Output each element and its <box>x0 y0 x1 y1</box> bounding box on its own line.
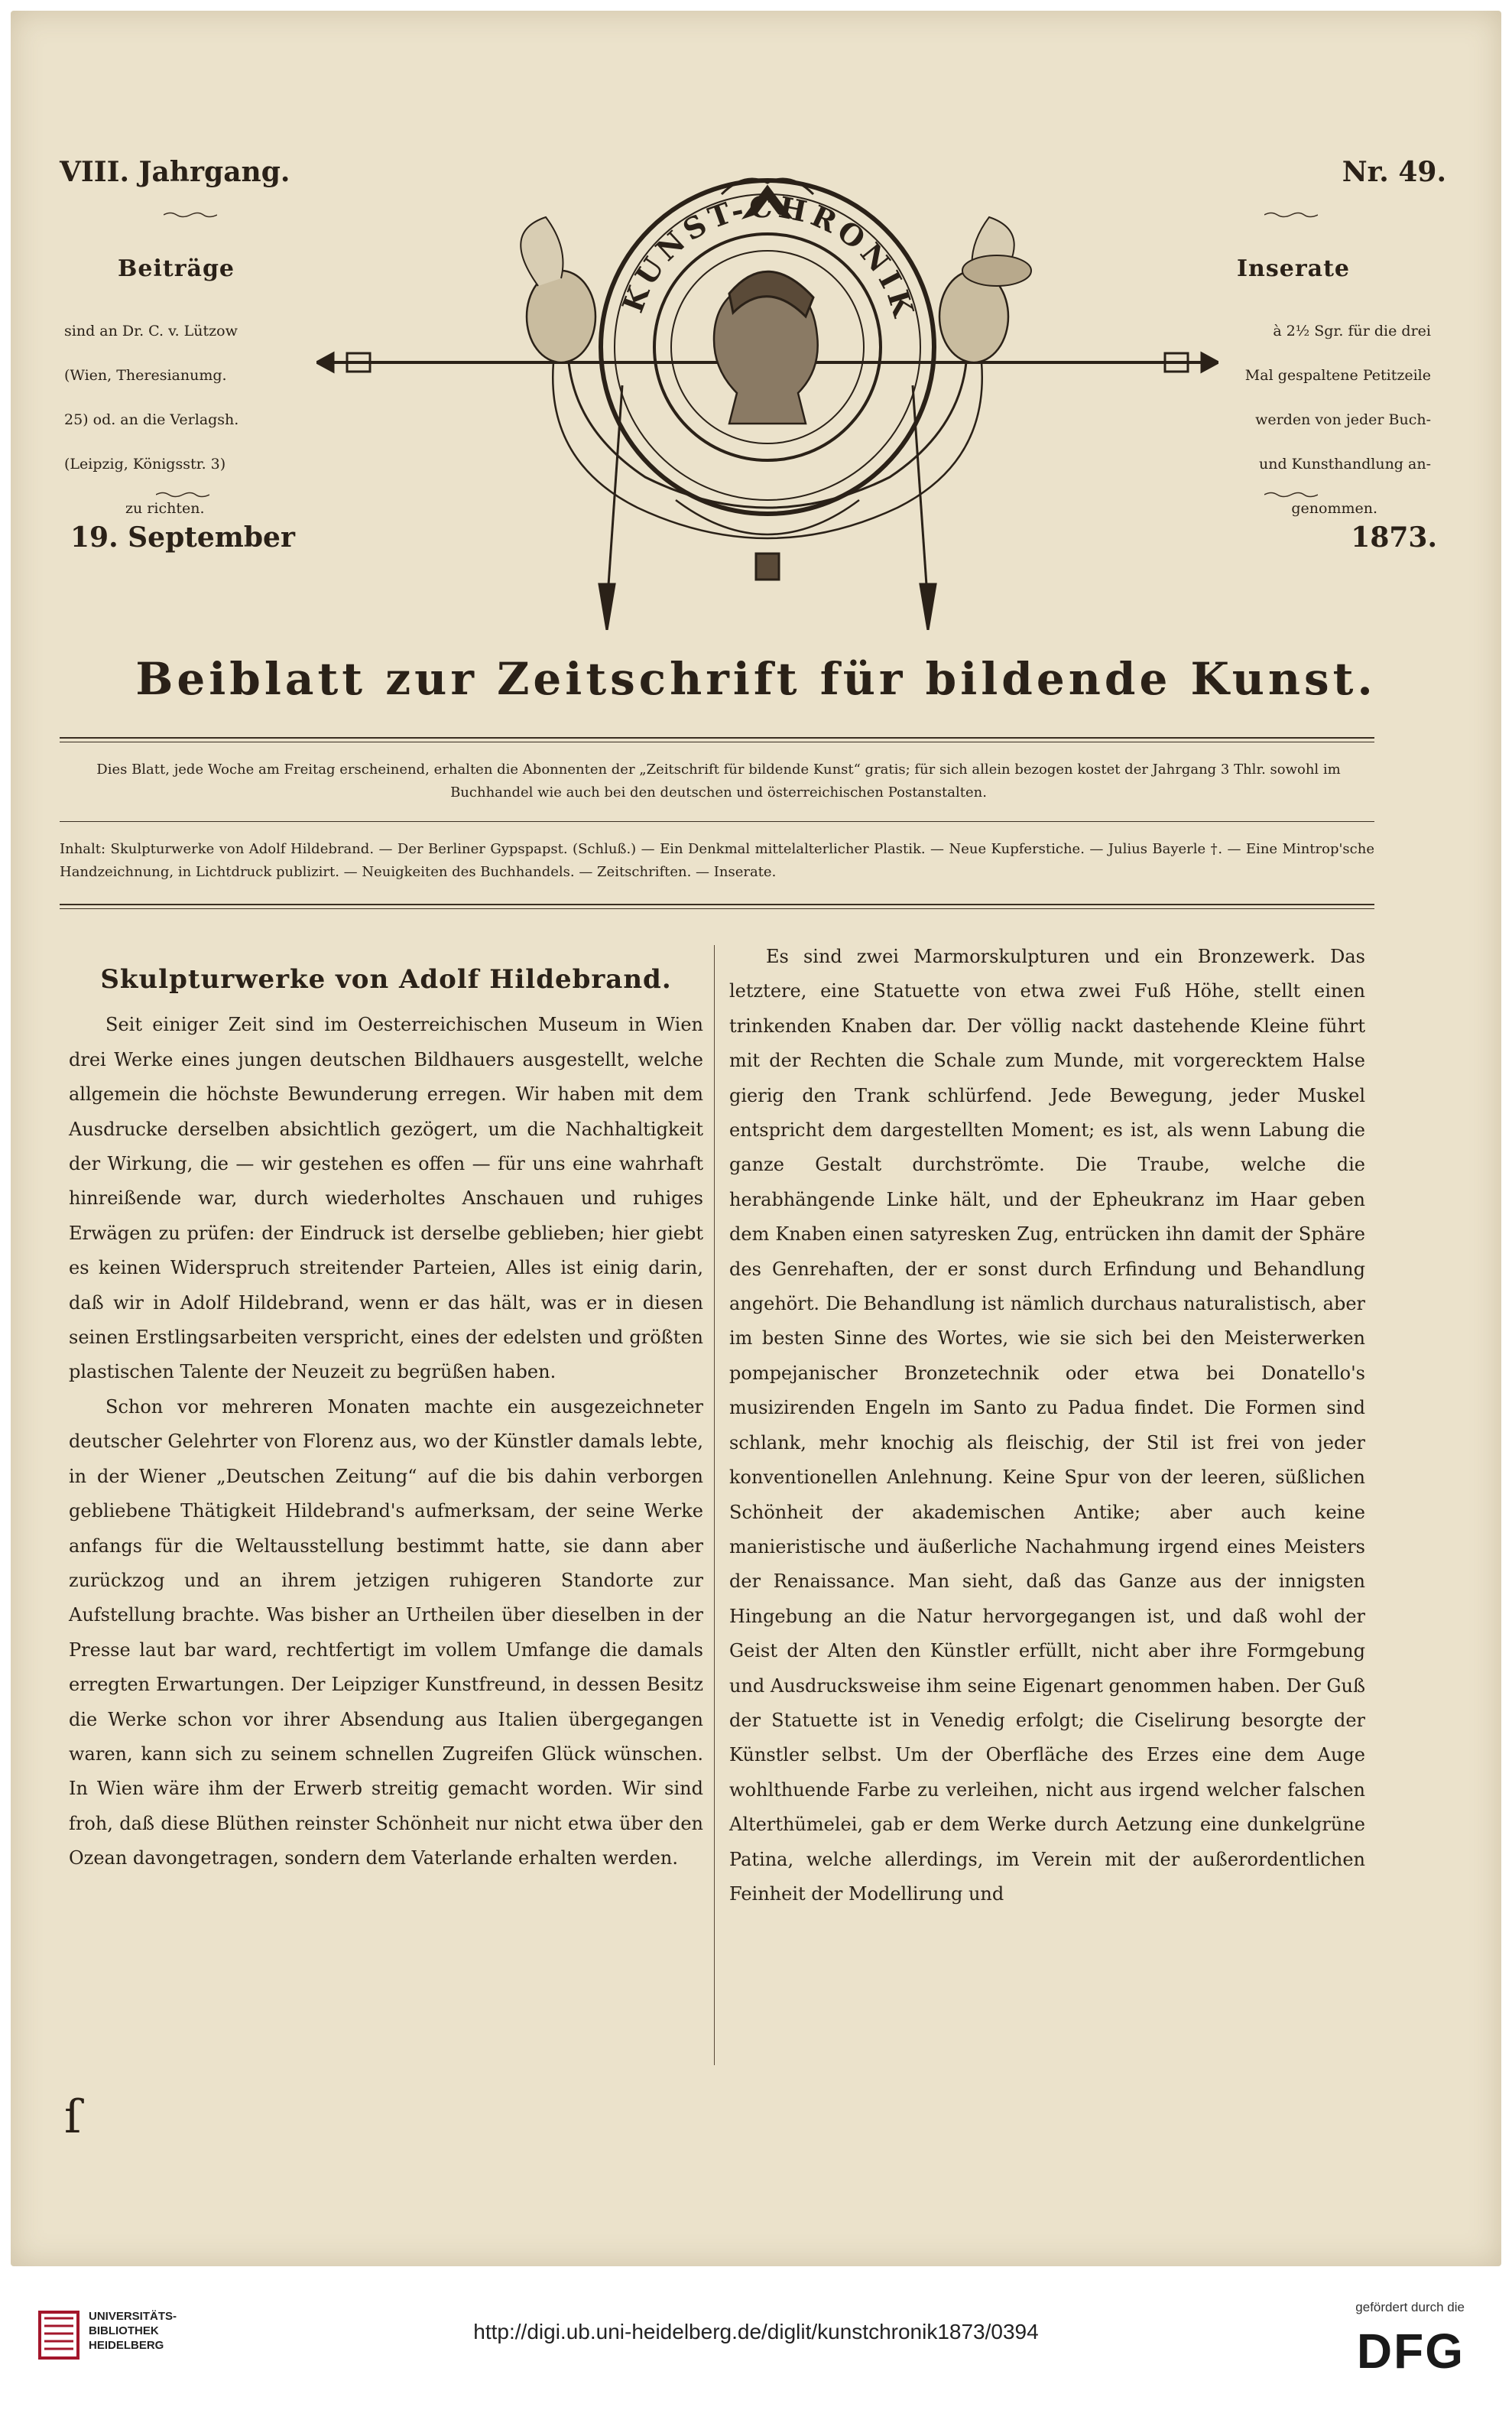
dfg-logo: DFG <box>1356 2324 1465 2379</box>
article-title: Skulpturwerke von Adolf Hildebrand. <box>100 964 672 995</box>
kunst-chronik-emblem <box>316 141 1218 630</box>
article-column-right <box>729 940 1365 1911</box>
library-name: UNIVERSITÄTS- BIBLIOTHEK HEIDELBERG <box>89 2310 177 2352</box>
advertisements-text: à 2½ Sgr. für die drei Mal gespaltene Petitzeile werden von jeder Buch- und Kunsthandlung an- genommen. <box>1244 323 1431 517</box>
divider <box>60 904 1374 905</box>
table-of-contents: Inhalt: Skulpturwerke von Adolf Hildebrand. — Der Berliner Gypspapst. (Schluß.) — Ein Denkmal mittelalterlicher Plastik. — Neue Kupferstiche. — Julius Bayerle †. — Eine Mintrop'sche Handzeichnung, in Lichtdruck publizirt. — Neuigkeiten des Buchhandels. — Zeitschriften. — Inserate. <box>60 841 1374 880</box>
issue-year: 1873. <box>1351 521 1437 554</box>
ornament-squiggle <box>1264 211 1318 219</box>
volume-label: VIII. Jahrgang. <box>60 156 290 188</box>
ornament-squiggle <box>1264 491 1318 499</box>
footer <box>0 2277 1512 2423</box>
divider <box>60 908 1374 909</box>
source-url[interactable]: http://digi.ub.uni-heidelberg.de/diglit/kunstchronik1873/0394 <box>473 2320 1039 2343</box>
subscription-notice: Dies Blatt, jede Woche am Freitag erscheinend, erhalten die Abonnenten der „Zeitschrift für bildende Kunst“ gratis; für sich allein bezogen kostet der Jahrgang 3 Thlr. sowohl im Buchhandel wie auch bei den deutschen und österreichischen Postanstalten. <box>96 762 1341 801</box>
funding-note: gefördert durch die <box>1355 2300 1465 2314</box>
scanned-page <box>11 11 1501 2266</box>
article-paragraph: Schon vor mehreren Monaten machte ein ausgezeichneter deutscher Gelehrter von Florenz aus, wo der Künstler damals lebte, in der Wiener „Deutschen Zeitung“ auf die bis dahin verborgen gebliebene Thätigkeit Hildebrand's aufmerksam, der seine Werke anfangs für die Weltausstellung bestimmt hatte, sie dann aber zurückzog und an ihrem jetzigen ruhigeren Standorte zur Aufstellung brachte. Was bisher an Urtheilen über dieselben in der Presse laut bar ward, rechtfertigt im vollem Umfange die damals erregten Erwartungen. Der Leipziger Kunstfreund, in dessen Besitz die Werke schon vor ihrer Absendung aus Italien übergegangen waren, kann sich zu seinem schnellen Zugreifen Glück wünschen. In Wien wäre ihm der Erwerb streitig gemacht worden. Wir sind froh, daß diese Blüthen reinster Schönheit nur nicht etwa über den Ozean davongetragen, sondern dem Vaterlande erhalten werden. <box>69 1395 703 1869</box>
article-column-left <box>69 940 703 1876</box>
article-paragraph: Seit einiger Zeit sind im Oesterreichischen Museum in Wien drei Werke eines jungen deutschen Bildhauers ausgestellt, welche allgemein die höchste Bewunderung erregen. Wir haben mit dem Ausdrucke derselben absichtlich gezögert, um die Nachhaltigkeit der Wirkung, die — wir gestehen es offen — für uns eine wahrhaft hinreißende war, durch wiederholtes Anschauen und ruhiges Erwägen zu prüfen: der Eindruck ist derselbe geblieben; hier giebt es keinen Widerspruch streitender Parteien, Alles ist einig darin, daß wir in Adolf Hildebrand, wenn er das hält, was er in diesen seinen Erstlingsarbeiten verspricht, eines der edelsten und größten plastischen Talente der Neuzeit zu begrüßen haben. <box>69 1014 703 1383</box>
publication-title: Beiblatt zur Zeitschrift für bildende Kunst. <box>135 653 1377 705</box>
issue-number: Nr. 49. <box>1342 156 1446 188</box>
contributions-heading: Beiträge <box>118 255 235 282</box>
contributions-text: sind an Dr. C. v. Lützow (Wien, Theresianumg. 25) od. an die Verlagsh. (Leipzig, Königsstr. 3) zu richten. <box>64 323 239 517</box>
emblem-text: KUNST-CHRONIK <box>615 189 923 325</box>
column-divider <box>714 945 715 2065</box>
issue-date: 19. September <box>70 521 295 554</box>
margin-mark: ſ <box>64 2090 82 2144</box>
article-paragraph: Es sind zwei Marmorskulpturen und ein Bronzewerk. Das letztere, eine Statuette von etwa zwei Fuß Höhe, stellt einen trinkenden Knaben dar. Der völlig nackt dastehende Kleine führt mit der Rechten die Schale zum Munde, mit vorgerecktem Halse gierig den Trank schlürfend. Jede Bewegung, jeder Muskel entspricht dem dargestellten Moment; es ist, als wenn Labung die ganze Gestalt durchströmte. Die Traube, welche die herabhängende Linke hält, und der Epheukranz im Haar geben dem Knaben einen satyresken Zug, entrücken ihn damit der Sphäre des Genrehaften, der er sonst durch Erfindung und Behandlung angehört. Die Behandlung ist nämlich durchaus naturalistisch, aber im besten Sinne des Wortes, wie sie sich bei den Meisterwerken pompejanischer Bronzetechnik oder etwa bei Donatello's musizirenden Engeln im Santo zu Padua findet. Die Formen sind schlank, mehr knochig als fleischig, der Stil ist frei von jeder konventionellen Anlehnung. Keine Spur von der leeren, süßlichen Schönheit der akademischen Antike; aber auch keine manieristische und äußerliche Nachahmung irgend eines Meisters der Renaissance. Man sieht, daß das Ganze aus der innigsten Hingebung an die Natur hervorgegangen ist, und daß wohl der Geist der Alten den Künstler erfüllt, nicht aber ihre Formgebung und Ausdrucksweise ihm seine Eigenart genommen haben. Der Guß der Statuette ist in Venedig erfolgt; die Ciselirung besorgte der Künstler selbst. Um der Oberfläche des Erzes eine dem Auge wohlthuende Farbe zu verleihen, nicht aus irgend welcher falschen Alterthümelei, gab er dem Werke durch Aetzung eine dunkelgrüne Patina, welche allerdings, im Verein mit der außerordentlichen Feinheit der Modellirung und <box>729 946 1365 1905</box>
ornament-squiggle <box>164 211 217 219</box>
divider <box>60 821 1374 822</box>
divider <box>60 737 1374 739</box>
ornament-squiggle <box>156 491 209 499</box>
advertisements-heading: Inserate <box>1237 255 1351 282</box>
